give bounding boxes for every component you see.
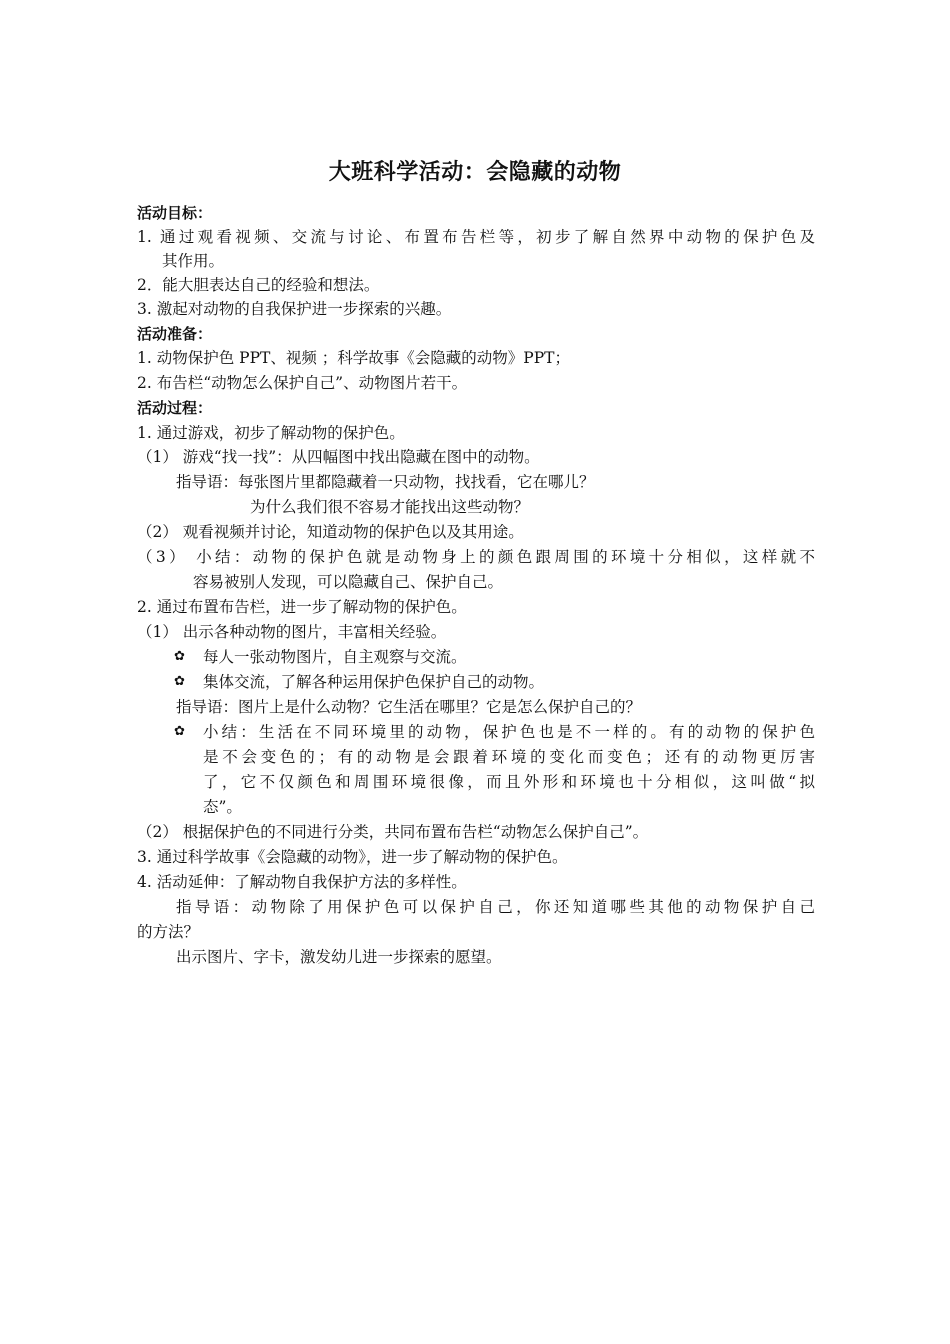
flower-bullet-icon: ✿ (174, 724, 185, 739)
goal-item-1: 1. 通过观看视频、交流与讨论、布置布告栏等，初步了解自然界中动物的保护色及 (137, 228, 815, 246)
process-heading: 活动过程： (137, 399, 213, 417)
guide-text-1a: 指导语：每张图片里都隐藏着一只动物，找找看，它在哪儿？ (176, 473, 595, 491)
bullet-item-a: 每人一张动物图片，自主观察与交流。 (203, 648, 467, 666)
process-step-2-1: （1） 出示各种动物的图片，丰富相关经验。 (137, 623, 447, 641)
prep-heading: 活动准备： (137, 325, 213, 343)
summary-line-1: 小结：生活在不同环境里的动物，保护色也是不一样的。有的动物的保护色 (203, 723, 815, 741)
goal-item-2: 2．能大胆表达自己的经验和想法。 (137, 276, 380, 294)
process-step-4: 4. 活动延伸：了解动物自我保护方法的多样性。 (137, 873, 467, 891)
guide-text-4: 指导语：动物除了用保护色可以保护自己，你还知道哪些其他的动物保护自己 (176, 898, 815, 916)
process-step-2-2: （2） 根据保护色的不同进行分类，共同布置布告栏“动物怎么保护自己”。 (137, 823, 649, 841)
summary-line-2: 是不会变色的；有的动物是会跟着环境的变化而变色；还有的动物更厉害 (203, 748, 815, 766)
process-step-1-3-cont: 容易被别人发现，可以隐藏自己、保护自己。 (193, 573, 504, 591)
guide-text-4-cont: 的方法？ (137, 923, 200, 941)
goal-item-3: 3. 激起对动物的自我保护进一步探索的兴趣。 (137, 300, 452, 318)
guide-text-2: 指导语：图片上是什么动物？它生活在哪里？它是怎么保护自己的？ (176, 698, 642, 716)
process-step-1-1: （1） 游戏“找一找”：从四幅图中找出隐藏在图中的动物。 (137, 448, 540, 466)
process-step-1-3: （3） 小结：动物的保护色就是动物身上的颜色跟周围的环境十分相似，这样就不 (137, 548, 815, 566)
process-step-3: 3. 通过科学故事《会隐藏的动物》，进一步了解动物的保护色。 (137, 848, 568, 866)
goal-item-1-cont: 其作用。 (162, 252, 225, 270)
process-step-2: 2. 通过布置布告栏，进一步了解动物的保护色。 (137, 598, 467, 616)
summary-line-3: 了，它不仅颜色和周围环境很像，而且外形和环境也十分相似，这叫做“拟 (203, 773, 815, 791)
prep-item-2: 2. 布告栏“动物怎么保护自己”、动物图片若干。 (137, 374, 468, 392)
goals-heading: 活动目标： (137, 204, 213, 222)
page-title: 大班科学活动：会隐藏的动物 (328, 160, 622, 185)
summary-line-4: 态”。 (203, 798, 242, 816)
process-step-1-2: （2） 观看视频并讨论，知道动物的保护色以及其用途。 (137, 523, 524, 541)
guide-text-1b: 为什么我们很不容易才能找出这些动物？ (250, 498, 530, 516)
flower-bullet-icon: ✿ (174, 649, 185, 664)
prep-item-1: 1. 动物保护色 PPT、视频 ；科学故事《会隐藏的动物》PPT； (137, 349, 570, 367)
bullet-item-b: 集体交流，了解各种运用保护色保护自己的动物。 (203, 673, 545, 691)
final-line: 出示图片、字卡，激发幼儿进一步探索的愿望。 (176, 948, 502, 966)
flower-bullet-icon: ✿ (174, 674, 185, 689)
process-step-1: 1. 通过游戏，初步了解动物的保护色。 (137, 424, 405, 442)
